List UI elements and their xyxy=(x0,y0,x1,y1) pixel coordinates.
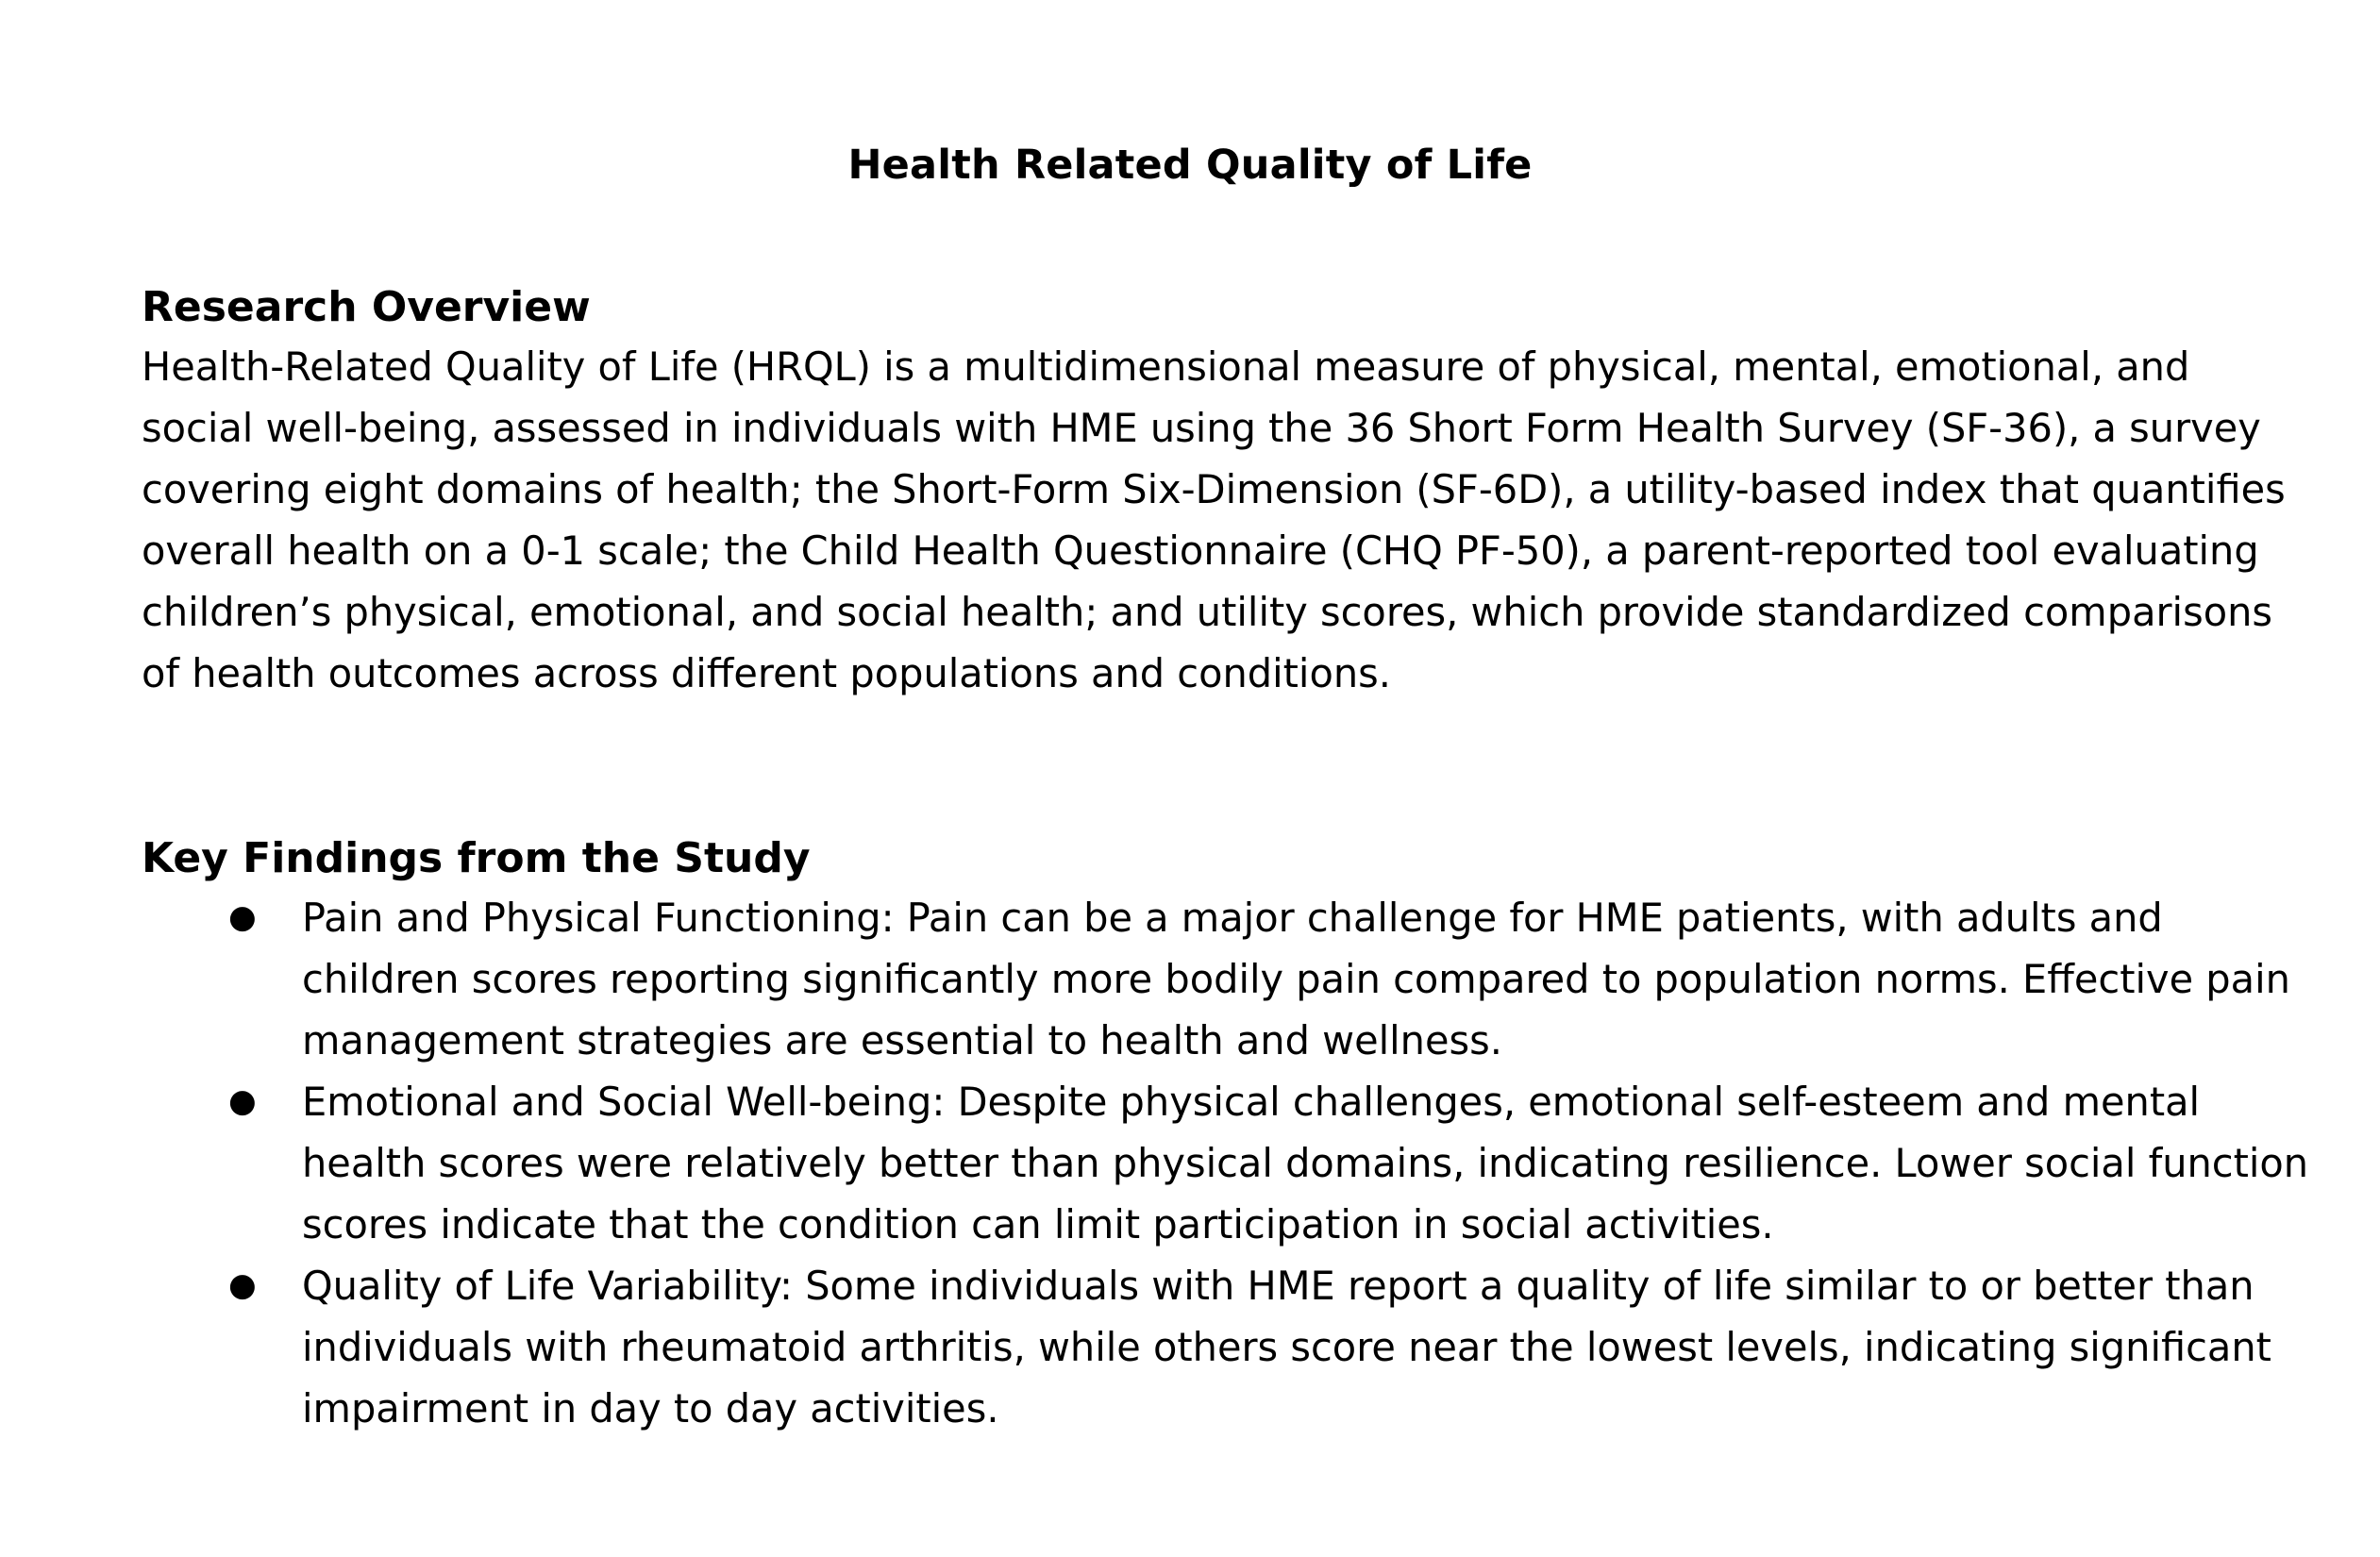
bullet-icon: ● xyxy=(228,1266,257,1304)
finding-text: Quality of Life Variability: Some individuals with HME report a quality of life similar to or better than individuals with rheumatoid arthritis, while others score near the lowest levels, indicating significant impairment in day to day activities. xyxy=(302,1263,2271,1431)
finding-item-pain xyxy=(142,887,2321,1071)
finding-text: Emotional and Social Well-being: Despite physical challenges, emotional self-esteem and mental health scores were relatively better than physical domains, indicating resilience. Lower social function scores indicate that the condition can limit participation in social activities. xyxy=(302,1079,2309,1247)
key-findings-section xyxy=(142,830,2312,1439)
key-findings-list xyxy=(142,887,2312,1439)
finding-item-variability xyxy=(142,1255,2321,1439)
key-findings-heading: Key Findings from the Study xyxy=(142,834,811,882)
research-overview-paragraph: Health-Related Quality of Life (HRQL) is a multidimensional measure of physical, mental, emotional, and social well-being, assessed in individuals with HME using the 36 Short Form Health Survey (SF-36), a survey covering eight domains of health; the Short-Form Six-Dimension (SF-6D), a utility-based index that quantifies overall health on a 0-1 scale; the Child Health Questionnaire (CHQ PF-50), a parent-reported tool evaluating children’s physical, emotional, and social health; and utility scores, which provide standardized comparisons of health outcomes across different populations and conditions. xyxy=(142,343,2286,696)
finding-text: Pain and Physical Functioning: Pain can be a major challenge for HME patients, with adults and children scores reporting significantly more bodily pain compared to population norms. Effective pain management strategies are essential to health and wellness. xyxy=(302,895,2290,1063)
research-overview-heading: Research Overview xyxy=(142,283,591,331)
bullet-icon: ● xyxy=(228,898,257,936)
research-overview-section xyxy=(142,279,2312,704)
finding-item-emotional xyxy=(142,1071,2321,1255)
page-title: Health Related Quality of Life xyxy=(847,142,1533,189)
bullet-icon: ● xyxy=(228,1082,257,1120)
